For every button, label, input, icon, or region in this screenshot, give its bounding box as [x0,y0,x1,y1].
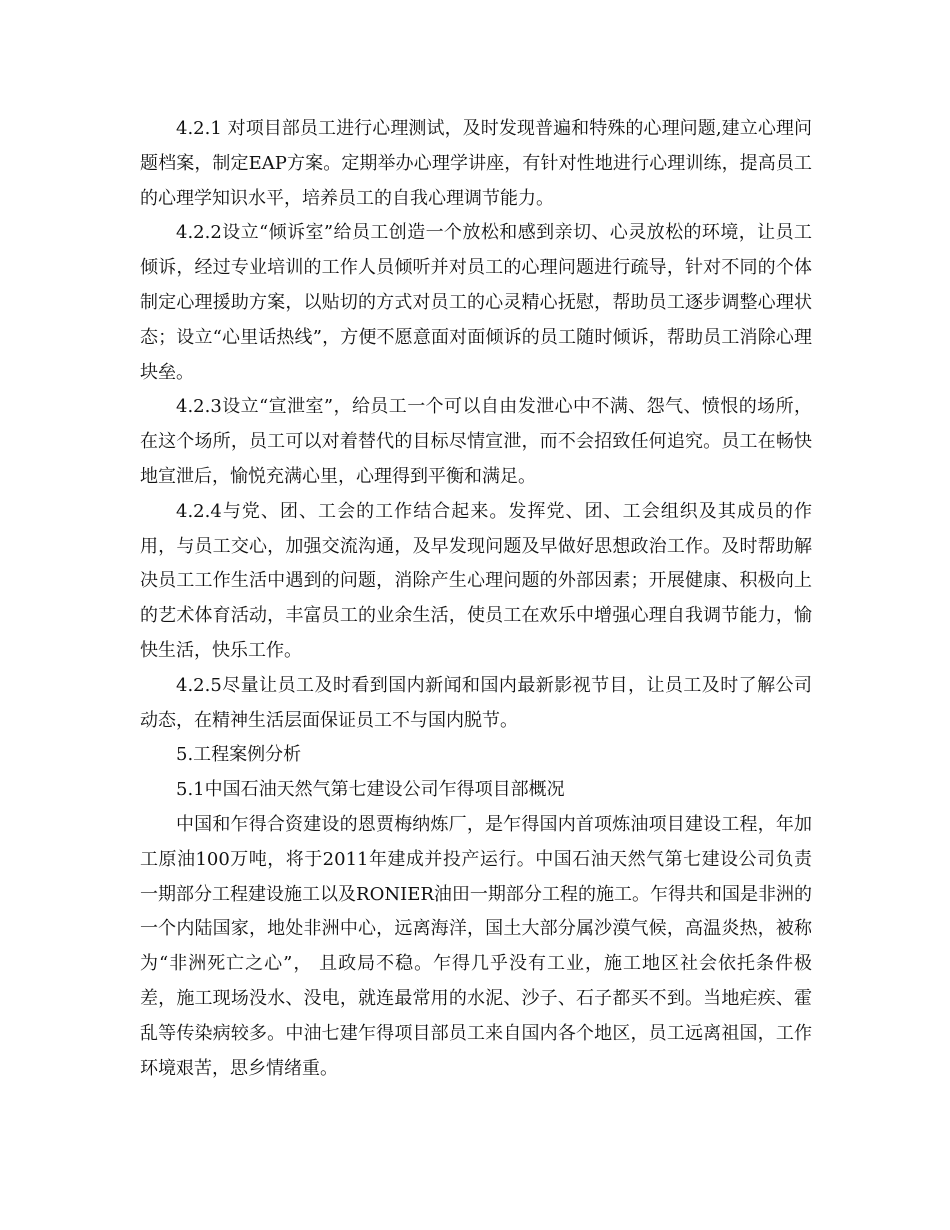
document-body [140,112,812,1086]
paragraph-4-2-1: 4.2.1 对项目部员工进行心理测试，及时发现普遍和特殊的心理问题,建立心理问题档案，制定EAP方案。定期举办心理学讲座，有针对性地进行心理训练，提高员工的心理学知识水平，培养员工的自我心理调节能力。 [140,118,812,209]
section-heading-5: 5.工程案例分析 [176,744,302,766]
paragraph-4-2-5: 4.2.5尽量让员工及时看到国内新闻和国内最新影视节目，让员工及时了解公司动态，在精神生活层面保证员工不与国内脱节。 [140,674,812,731]
paragraph-4-2-4: 4.2.4与党、团、工会的工作结合起来。发挥党、团、工会组织及其成员的作用，与员工交心，加强交流沟通，及早发现问题及早做好思想政治工作。及时帮助解决员工工作生活中遇到的问题，消除产生心理问题的外部因素；开展健康、积极向上的艺术体育活动，丰富员工的业余生活，使员工在欢乐中增强心理自我调节能力，愉快生活，快乐工作。 [140,500,812,661]
paragraph-4-2-3: 4.2.3设立“宣泄室”，给员工一个可以自由发泄心中不满、怨气、愤恨的场所，在这个场所，员工可以对着替代的目标尽情宣泄，而不会招致任何追究。员工在畅快地宣泄后，愉悦充满心里，心理得到平衡和满足。 [140,396,812,487]
section-heading-5-1: 5.1中国石油天然气第七建设公司乍得项目部概况 [176,779,565,801]
paragraph-project-overview: 中国和乍得合资建设的恩贾梅纳炼厂，是乍得国内首项炼油项目建设工程，年加工原油100万吨，将于2011年建成并投产运行。中国石油天然气第七建设公司负责一期部分工程建设施工以及RONIER油田一期部分工程的施工。乍得共和国是非洲的一个内陆国家，地处非洲中心，远离海洋，国土大部分属沙漠气候，高温炎热，被称为“非洲死亡之心”， 且政局不稳。乍得几乎没有工业，施工地区社会依托条件极差，施工现场没水、没电，就连最常用的水泥、沙子、石子都买不到。当地疟疾、霍乱等传染病较多。中油七建乍得项目部员工来自国内各个地区，员工远离祖国，工作环境艰苦，思乡情绪重。 [140,813,812,1079]
paragraph-4-2-2: 4.2.2设立“倾诉室”给员工创造一个放松和感到亲切、心灵放松的环境，让员工倾诉，经过专业培训的工作人员倾听并对员工的心理问题进行疏导，针对不同的个体制定心理援助方案，以贴切的方式对员工的心灵精心抚慰，帮助员工逐步调整心理状态；设立“心里话热线”，方便不愿意面对面倾诉的员工随时倾诉，帮助员工消除心理块垒。 [140,222,812,383]
